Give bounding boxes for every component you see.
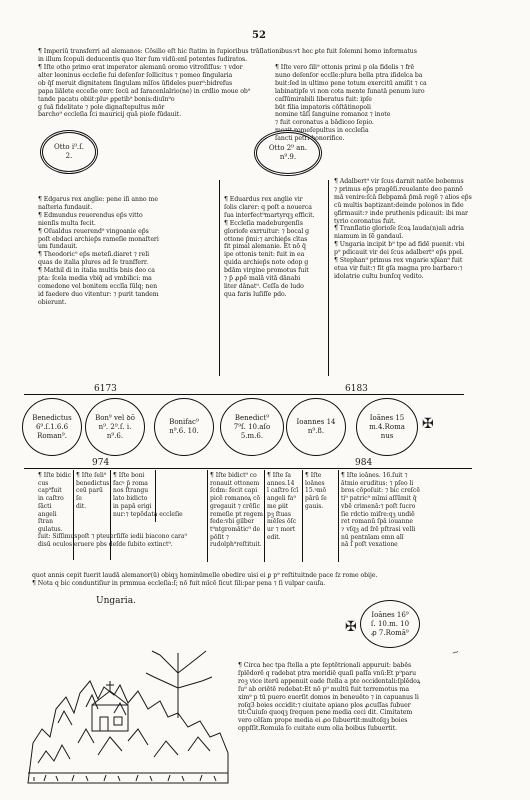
cell-benedictus-7: ¶ Iſte bidict⁹ co ronauit ottonem ſcdm: fecit capi picē romanoꝝ cō gregauit ⁊ crēſic remeſie pt regem fede:vbi gilber t⁹ntgromātic⁹ de pōſit ⁊ rudolph⁹reſtituit. bbox=[210, 472, 263, 549]
cross-icon: ✠ bbox=[345, 619, 357, 635]
medal-bonifacius: Bonifac⁹ n⁹.6. 10. bbox=[154, 398, 214, 456]
column-divider-left bbox=[219, 180, 220, 376]
year-6183: 6183 bbox=[345, 384, 368, 394]
medal-ioannes-14: Ioannes 14 n⁹.8. bbox=[286, 398, 346, 456]
cell-bonifacius: ¶ Iſte boni facꝰ p̄ roma nos ſtrangu lato bidicto in papā erigi nur:⁊ tepōdata eccleſie bbox=[113, 472, 183, 518]
medal-benedictus-6: Benedictus 6⁹.ſ.1.6.6 Roman⁹. bbox=[22, 398, 82, 456]
ungaria-woodcut bbox=[28, 633, 228, 791]
column-divider-right bbox=[328, 180, 329, 376]
medal-ioannes-15: Ioānes 15 m.4.Roma nus bbox=[356, 398, 418, 456]
succession-line-top bbox=[24, 394, 464, 395]
cross-icon: ✠ bbox=[422, 416, 434, 432]
right-column-text: ¶ Adalbert⁹ vir ſcus darnit natōe bobemus ⁊ primus ep̄s pragēſi.reuelante deo pannō mā venire:ſcā ſlebpamā p̄mā regē ⁊ alios ep̄s cū multis baptizant:deinde polonos in fide ꝯfirmauit:⁊ inde pruthenis pdicauit: ibi mar tyrio coronatus fuit. ¶ Tranſlatio glorioſe ſcoꝝ lauda(n)ali adria niamum in ſē gandauī. ¶ Ungaria incipit b⁹ tpe ad fidē puenit: vbi p⁹ pdicauit vir dei ſcus adalbert⁹ ep̄s ppeī. ¶ Stephan⁹ primus rex vngarie xp̄ian⁹ fuit etua vir fuit:⁊ fit gſa magna pro barbaro:⁊ idolatrie cultu bunſcq vedito. bbox=[334, 178, 472, 280]
ungaria-label: Ungaria. bbox=[96, 596, 136, 606]
footer-lines: quot annis cepit fuerit laudā alemanor(ū) obiqꝫ hominūmelle obedire uisi ei ꝑ p⁹ reſtituitnde pace ſz rome obije. ¶ Nota q bic conduntiſiur in prmmua eccleſia:ſ; nō fuit mīcē ſicut ſili:par pena ⁊ ſi vulpar cauſa. bbox=[32, 572, 378, 587]
cell-divider bbox=[338, 470, 339, 562]
medal-ioannes-16: Ioānes 16⁹ ſ. 10.m. 10 ꝓ 7.Romā⁹ bbox=[360, 600, 420, 648]
cell-ioannes-14: ¶ Iſte ſa annes.14 ī caſtro ſcī angeli fa⁹ me ꝑiit pꝫ ſtuas mēſes ōſc ur ⁊ mort edit. bbox=[267, 472, 299, 541]
otto-secundus-text: ¶ Iſte vero ſili⁹ ottonis primi p ola fidelis ⁊ frē nuno deſenſor ecclīe:plura bella ptra iſidelca ba buit:ſed in ultimo pene totum exercitū amiſit ⁊ ca labinatipſe vi non cota mente ſunatā penum iuro caſſūmirabili liberatus fuit: ipſe būt filia impatoris cōſtātinopoli nomine tāſi ſanguine romanoz ⁊ inote ⁊ fuit coronatus a bādiceo ſepio. mozit romeſepultus in eccleſia ſancti petri honorifice. bbox=[275, 64, 427, 143]
medal-otto-primus: Otto i⁹.ſ. 2. bbox=[42, 132, 96, 172]
intro-lines: ¶ Imperiū transferri ad alemanos: Cōsilio eſt hic ſtatim in ſupioribus trāſlationibus:vt hec ꝑte fuit ſolemni homo informatus in illum ſcopuli deducentis quo īter ſum vidū:enī potentes ſudiratos. bbox=[38, 48, 417, 63]
medal-bonus-domnus: Bon⁹ vel ꝺō n⁹. 2⁹.ſ. i. n⁹.6. bbox=[85, 398, 145, 456]
cell-divider bbox=[264, 470, 265, 562]
comet-paragraph: ¶ Circa hec tpa ſtella a pte ſeptētrionali appuruit: babēs ſplēdorē q radebat ptra meridiē quaſi paſſa vnū:Et p⁹paru roꝫ vice iterū appenuit eade ſtella a pte occidentali:ſplēdoꝝ ſu⁹ ab oriētē redebat:Et nō p⁹ multū fuit terremotus ma xim⁹ p tū puero euerſit domos in beneuēto ⁊ in capuanus li roſq3 boies occidit:⁊ ciuitate apiano plos ꝓcuſſas ſubuer tit:Cuiuſo quoqꝫ ſrequen pene media ceci dit. Cimitatem vero cēſam prope media ei ꝓo ſubuertit:multoſqꝫ boies oppſſit.Romula ſo cuitate eum olia boibus ſubuertit. bbox=[238, 662, 421, 733]
year-984: 984 bbox=[355, 458, 373, 468]
cell-benedictus: ¶ Iſte ſeli⁹ benedictus ceū parū ſe dit. bbox=[76, 472, 110, 510]
cell-ioannes-15: ¶ Iſte loānes 15.ꝰmō pārū ſe gauis. bbox=[305, 472, 327, 510]
medal-otto-secundus: Otto 2⁹ an. n⁹.9. bbox=[256, 132, 320, 174]
year-6173: 6173 bbox=[94, 384, 117, 394]
margin-scribble: ~ bbox=[450, 647, 461, 659]
cell-bonifacius-continuation: ſuit: Siſſimuspoſt ⁊ pteuerſiſſe iedii biacono cara⁹ disū oculos eruere pbs deſde ſubito extinct⁹. bbox=[38, 533, 187, 548]
year-974: 974 bbox=[92, 458, 110, 468]
middle-column-text: ¶ Eduardus rex anglie vir ſolis clarer: q poſt a nouerca ſua interfect⁹martyrqꝫ efficit. ¶ Eccleſia madeburgenſis gloriofe exrruitur: ⁊ bocal g ottone p̄mi:⁊ archiep̄s cītas fit pimal alemanie. Et nō q̄ ipe ottonis tenit: fuit in ea quida archiep̄s note odop g bdām virgine promotus fuit ⁊ p̄ ꝓpē malā vitā dānabi liter dānat⁹. Ceſſa de ludo qua faris luſiſſe pdo. bbox=[224, 196, 315, 298]
succession-line-bottom bbox=[24, 468, 472, 469]
cell-ioannes-16: ¶ Iſte ioānes. 16.ſuit ⁊ ātmio eruditus: ⁊ pſeo li bros cōpoſuit: ⁊ bic creſcē ti⁹ patric⁹ mīmi aſſūmit q̄ vbē crimenā:⁊ poſt ſucro ſie rdctio miſre:qꝫ undiē ret romanū ſpā iouanne ⁊ vſqꝫ ad ſrē pſtrasi velli nū pentnīam emn alī nā ſ poſt vexatione bbox=[341, 472, 420, 549]
page-number: 52 bbox=[252, 30, 266, 41]
cell-divider bbox=[207, 470, 208, 562]
left-column-text: ¶ Edgarus rex anglie: pene iſi anno me naſteria fundauit. ¶ Edmundus reuerendus ep̄s vitto nienſis multa fecit. ¶ Oſualdus reuerend⁹ vingoanie ep̄s poſt ebdaci archiep̄s rameſie monaſteri um fundauit. ¶ Theodoric⁹ ep̄s meteſi.diaret ⁊ reli quas de italia plures ad ſe tranſferr. ¶ Mathil di in italia multis bnis deo ca pta: ſcela media vbiq̄ ad vmbilici: ma comedone vel bonitem ecclīa ſūlq; nen id faedere duo vitentur: ⁊ purit tandem obierunt. bbox=[38, 196, 159, 306]
cell-benedictus-6: ¶ Iſte bidic cus cap⁹fuit in caſtro ſācti angeli ſtran gulatus. bbox=[38, 472, 72, 533]
otto-primus-text: ¶ Iſte otho primo erat imperator alemanū oromo vitroſiſſus: ⁊ vdor alter leoninus eccleſie ſui deſenſor ſollicitus ⁊ pomeo ſingularia ob q̄ſ meruit dignitatem ſingulam mīſos ūfideles puer⁹:bidrefus papa liālete ecceſie onrc ſecū ad ſaracenlalrio(ne) in crdlio moue ob⁹ tande pacatu obiit:pluꝰ ꝑpetib⁹ bonis:diuīn⁹o g ſuā fidelitate ⁊ pole dignaſtepultus mōr barcho⁹ eccleſia ſci mauricij quā pioſe fūdauit. bbox=[38, 64, 251, 119]
medal-benedictus-7: Benedict⁹ 7⁹ſ. 10.aſo 5.m.6. bbox=[220, 398, 284, 456]
cell-divider bbox=[302, 470, 303, 562]
